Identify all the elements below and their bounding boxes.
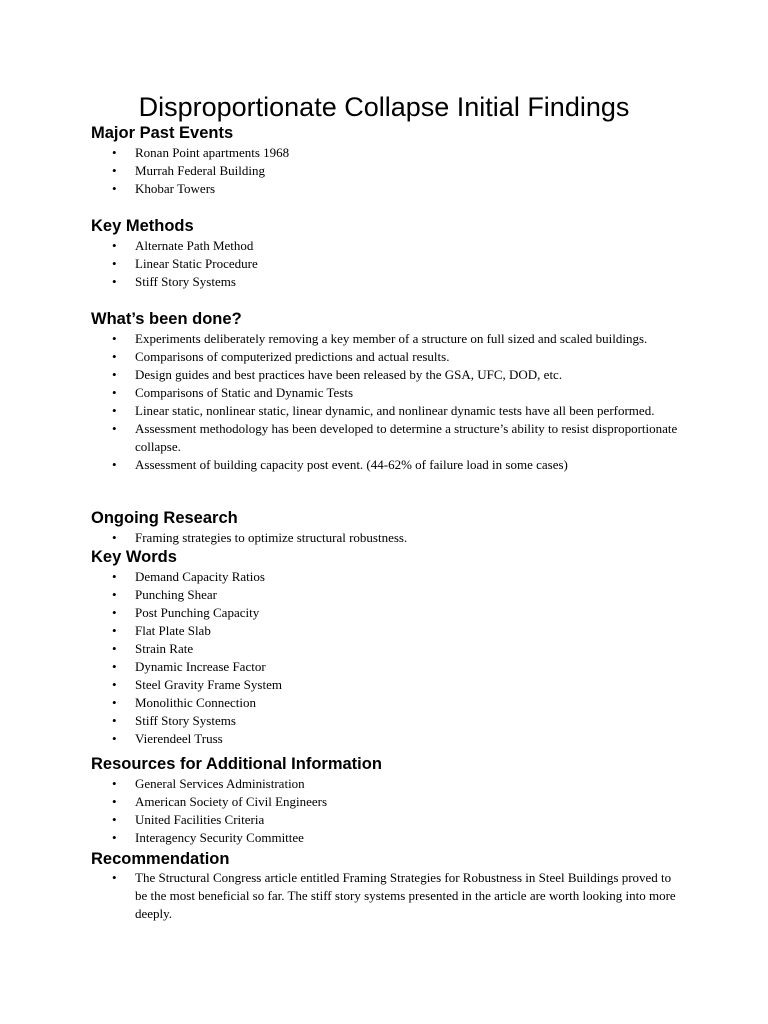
list-item: • Framing strategies to optimize structural robustness.: [0, 529, 680, 547]
list-item: • Comparisons of Static and Dynamic Tests: [0, 384, 680, 402]
list-item: • Strain Rate: [0, 640, 680, 658]
major-past-events-list: [0, 144, 680, 198]
list-item: • General Services Administration: [0, 775, 680, 793]
list-item: • Stiff Story Systems: [0, 712, 680, 730]
list-item: • The Structural Congress article entitled Framing Strategies for Robustness in Steel Buildings proved to be the most beneficial so far. The stiff story systems presented in the article are worth looking into more deeply.: [0, 869, 680, 923]
section-heading-resources: Resources for Additional Information: [91, 755, 382, 773]
list-item: • Khobar Towers: [0, 180, 680, 198]
list-item: • Flat Plate Slab: [0, 622, 680, 640]
section-heading-key-methods: Key Methods: [91, 217, 194, 235]
section-heading-recommendation: Recommendation: [91, 850, 230, 868]
section-heading-whats-been-done: What’s been done?: [91, 310, 242, 328]
list-item: • Ronan Point apartments 1968: [0, 144, 680, 162]
list-item: • Steel Gravity Frame System: [0, 676, 680, 694]
list-item: • Experiments deliberately removing a key member of a structure on full sized and scaled buildings.: [0, 330, 680, 348]
list-item: • Punching Shear: [0, 586, 680, 604]
key-words-list: [0, 568, 680, 748]
section-heading-major-past-events: Major Past Events: [91, 124, 234, 142]
list-item: • Linear Static Procedure: [0, 255, 680, 273]
list-item: • American Society of Civil Engineers: [0, 793, 680, 811]
list-item: • Monolithic Connection: [0, 694, 680, 712]
document-title: Disproportionate Collapse Initial Findings: [138, 92, 630, 122]
list-item: • Design guides and best practices have been released by the GSA, UFC, DOD, etc.: [0, 366, 680, 384]
list-item: • Alternate Path Method: [0, 237, 680, 255]
section-heading-key-words: Key Words: [91, 548, 177, 566]
list-item: • Interagency Security Committee: [0, 829, 680, 847]
list-item: • Linear static, nonlinear static, linear dynamic, and nonlinear dynamic tests have all been performed.: [0, 402, 680, 420]
list-item: • Comparisons of computerized predictions and actual results.: [0, 348, 680, 366]
list-item: • Post Punching Capacity: [0, 604, 680, 622]
ongoing-research-list: [0, 529, 680, 547]
list-item: • Dynamic Increase Factor: [0, 658, 680, 676]
key-methods-list: [0, 237, 680, 291]
list-item: • Vierendeel Truss: [0, 730, 680, 748]
list-item: • United Facilities Criteria: [0, 811, 680, 829]
recommendation-list: [0, 869, 680, 923]
resources-list: [0, 775, 680, 847]
list-item: • Murrah Federal Building: [0, 162, 680, 180]
whats-been-done-list: [0, 330, 680, 474]
list-item: • Assessment methodology has been developed to determine a structure’s ability to resist disproportionate collapse.: [0, 420, 680, 456]
list-item: • Assessment of building capacity post event. (44-62% of failure load in some cases): [0, 456, 680, 474]
list-item: • Stiff Story Systems: [0, 273, 680, 291]
list-item: • Demand Capacity Ratios: [0, 568, 680, 586]
section-heading-ongoing-research: Ongoing Research: [91, 509, 238, 527]
